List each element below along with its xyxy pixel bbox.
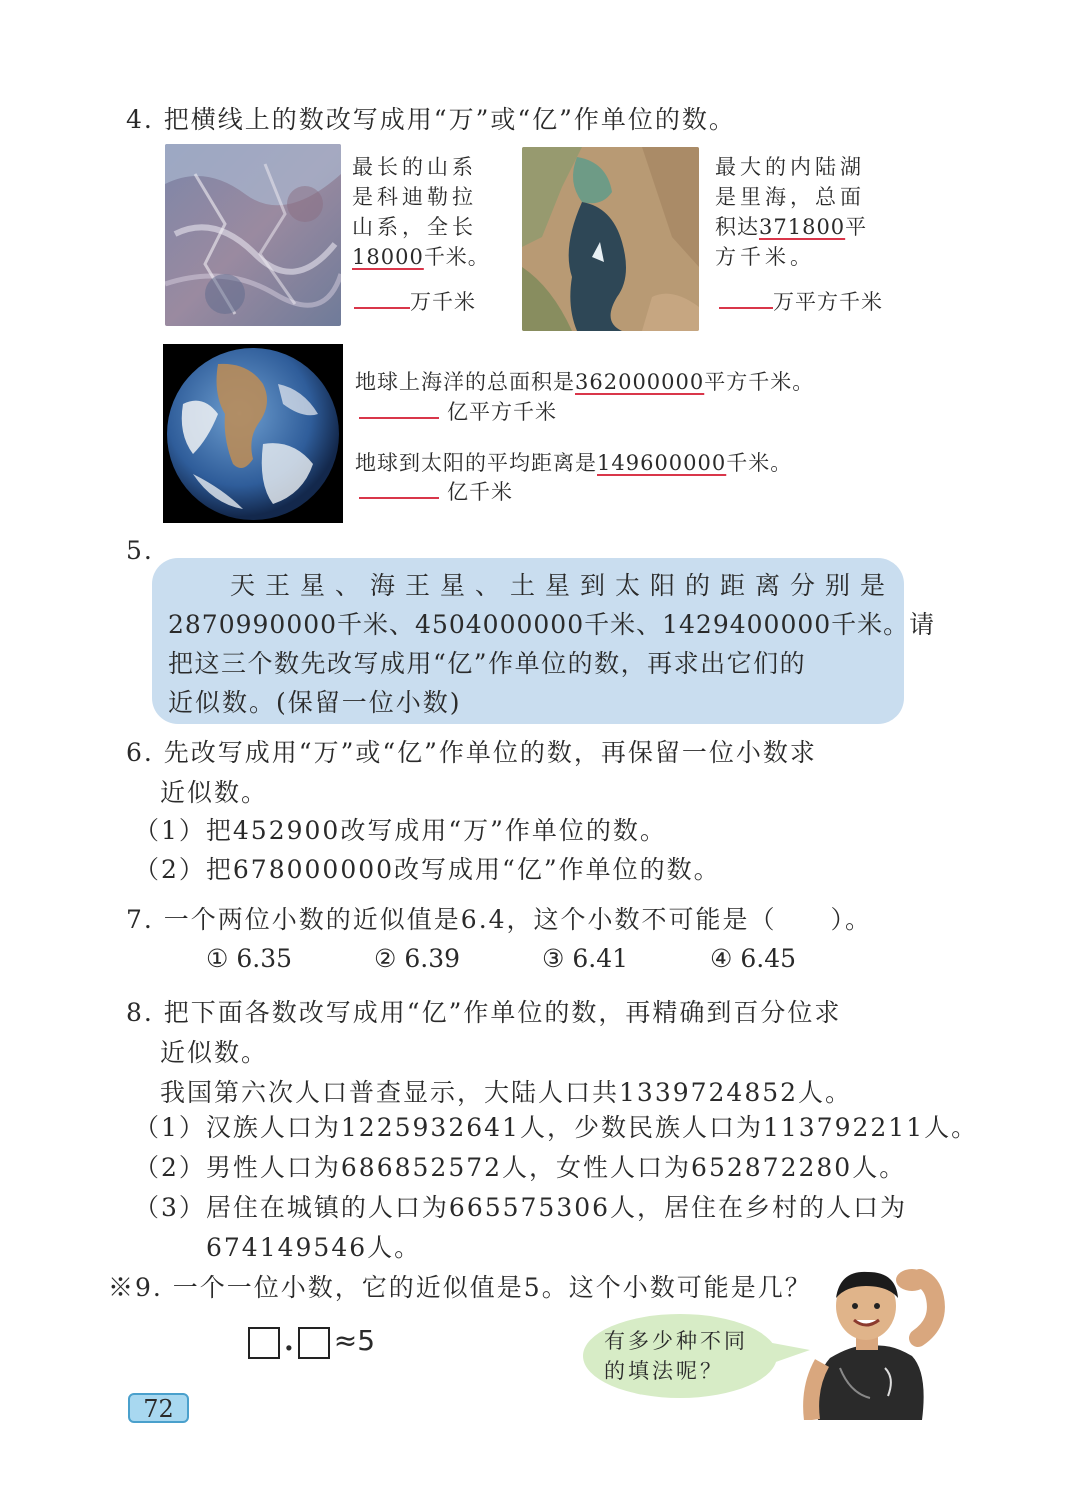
ocean-answer — [359, 397, 557, 427]
q5-problem-box — [152, 558, 936, 724]
q7-option-1[interactable]: ① 6.35 — [206, 944, 293, 973]
mountain-line-2: 是科迪勒拉 — [352, 185, 477, 209]
q9-equation — [248, 1324, 375, 1359]
q4-heading: 4. 把横线上的数改写成用“万”或“亿”作单位的数。 — [126, 105, 736, 134]
q8-item-3: （3）居住在城镇的人口为665575306人，居住在乡村的人口为 — [134, 1193, 908, 1222]
sun-number-suffix: 千米。 — [726, 451, 793, 475]
q5-line-4: 近似数。(保留一位小数) — [168, 688, 462, 717]
lake-answer — [719, 287, 883, 317]
mountain-number-suffix: 千米。 — [423, 245, 490, 269]
q8-heading-cont: 近似数。 — [160, 1038, 269, 1067]
boy-waving-illustration — [800, 1268, 965, 1420]
ocean-caption — [355, 367, 814, 397]
lake-answer-blank[interactable] — [719, 287, 773, 309]
mountain-answer — [354, 287, 476, 317]
ocean-number-suffix: 平方千米。 — [704, 370, 815, 394]
speech-bubble — [582, 1312, 812, 1402]
lake-number-suffix: 平 — [845, 215, 868, 239]
tenths-digit-box[interactable] — [298, 1327, 330, 1359]
sun-number: 149600000 — [597, 451, 727, 475]
sun-unit: 亿千米 — [447, 480, 513, 504]
lake-number: 371800 — [759, 215, 846, 239]
mountain-caption — [352, 152, 490, 272]
ocean-number: 362000000 — [575, 370, 705, 394]
q8-item-3-cont: 674149546人。 — [206, 1233, 422, 1262]
q8-heading: 8. 把下面各数改写成用“亿”作单位的数，再精确到百分位求 — [126, 998, 842, 1027]
lake-unit: 万平方千米 — [773, 290, 883, 314]
lake-line-1: 最大的内陆湖 — [715, 155, 865, 179]
sun-answer — [359, 477, 513, 507]
q7-heading: 7. 一个两位小数的近似值是6.4，这个小数不可能是（ ）。 — [126, 905, 873, 934]
q7-option-2[interactable]: ② 6.39 — [374, 944, 461, 973]
lake-line-4: 方千米。 — [715, 245, 815, 269]
q7-option-4[interactable]: ④ 6.45 — [710, 944, 797, 973]
sun-caption — [355, 448, 792, 478]
q8-item-2: （2）男性人口为686852572人，女性人口为652872280人。 — [134, 1153, 907, 1182]
q6-heading: 6. 先改写成用“万”或“亿”作单位的数，再保留一位小数求 — [126, 738, 817, 767]
q5-line-1: 天王星、海王星、土星到太阳的距离分别是 — [230, 571, 896, 600]
q8-item-1: （1）汉族人口为1225932641人，少数民族人口为113792211人。 — [134, 1113, 979, 1142]
mountain-unit: 万千米 — [410, 290, 476, 314]
decimal-point: . — [284, 1324, 294, 1357]
q5-line-3: 把这三个数先改写成用“亿”作单位的数，再求出它们的 — [168, 649, 807, 678]
q7-option-3[interactable]: ③ 6.41 — [542, 944, 629, 973]
q6-heading-cont: 近似数。 — [160, 778, 269, 807]
caspian-sea-photo — [522, 147, 699, 331]
page-number-badge: 72 — [128, 1393, 189, 1423]
ocean-unit: 亿平方千米 — [447, 400, 557, 424]
q5-label: 5. — [126, 536, 154, 565]
lake-prefix: 积达 — [715, 215, 759, 239]
ocean-prefix: 地球上海洋的总面积是 — [355, 370, 575, 394]
mountain-answer-blank[interactable] — [354, 287, 410, 309]
bubble-line-2: 的填法呢？ — [604, 1359, 724, 1383]
mountain-line-3: 山系，全长 — [352, 215, 477, 239]
mountain-number: 18000 — [352, 245, 424, 269]
q8-intro: 我国第六次人口普查显示，大陆人口共1339724852人。 — [160, 1078, 853, 1107]
sun-answer-blank[interactable] — [359, 477, 439, 499]
earth-photo — [163, 344, 343, 523]
q5-line-2: 2870990000千米、4504000000千米、1429400000千米。请 — [168, 610, 936, 639]
ones-digit-box[interactable] — [248, 1327, 280, 1359]
approx-five: ≈5 — [333, 1324, 376, 1357]
lake-caption — [715, 152, 867, 272]
mountain-line-1: 最长的山系 — [352, 155, 477, 179]
q6-item-2: （2）把678000000改写成用“亿”作单位的数。 — [134, 855, 721, 884]
q9-heading: ※9. 一个一位小数，它的近似值是5。这个小数可能是几？ — [108, 1273, 812, 1302]
q6-item-1: （1）把452900改写成用“万”作单位的数。 — [134, 816, 667, 845]
sun-prefix: 地球到太阳的平均距离是 — [355, 451, 597, 475]
bubble-line-1: 有多少种不同 — [604, 1329, 748, 1353]
mountain-photo — [165, 144, 341, 326]
lake-line-2: 是里海，总面 — [715, 185, 865, 209]
ocean-answer-blank[interactable] — [359, 397, 439, 419]
